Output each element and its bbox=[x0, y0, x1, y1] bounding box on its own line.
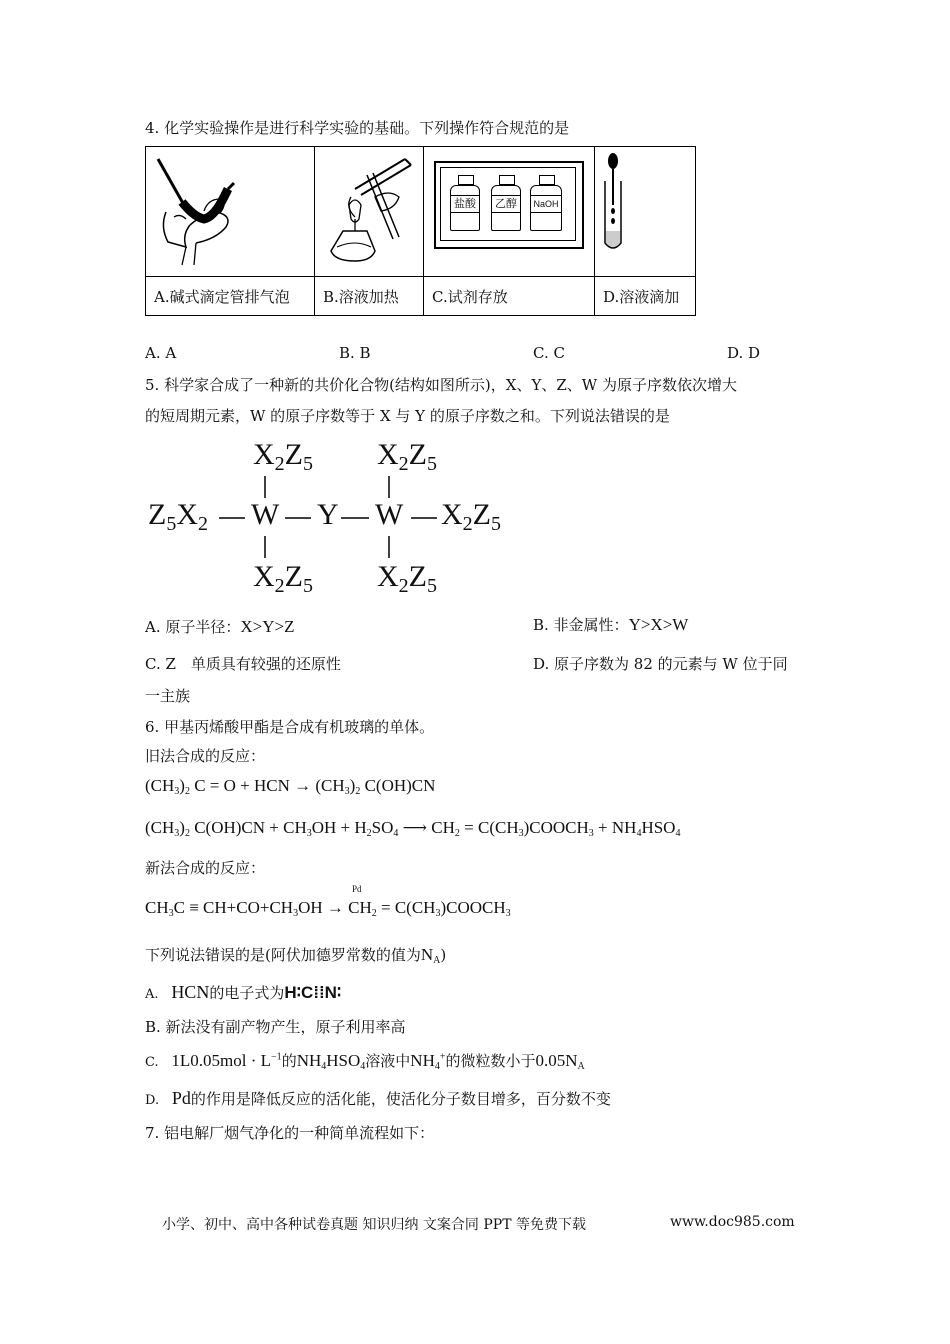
q6-new-label: 新法合成的反应： bbox=[145, 859, 266, 877]
footer-left: 小学、初中、高中各种试卷真题 知识归纳 文案合同 PPT 等免费下载 bbox=[162, 1217, 586, 1233]
atom-w-right: W bbox=[375, 498, 404, 531]
q5-option-b: B. 非金属性：Y>X>W bbox=[533, 615, 689, 634]
q7-stem: 7. 铝电解厂烟气净化的一种简单流程如下： bbox=[145, 1124, 435, 1142]
q6-option-b: B. 新法没有副产物产生，原子利用率高 bbox=[145, 1018, 406, 1036]
q4-choice-b: B. B bbox=[339, 344, 371, 362]
q6-old-label: 旧法合成的反应： bbox=[145, 747, 266, 765]
atom-y: Y bbox=[317, 498, 339, 531]
group-left: $Z_5X_2$ bbox=[148, 498, 208, 535]
figure-dropper bbox=[595, 147, 696, 277]
group-bottom-left: $X_2Z_5$ bbox=[253, 560, 313, 597]
bottle-label: 盐酸 bbox=[450, 195, 480, 213]
bottle-label: 乙醇 bbox=[491, 195, 521, 213]
group-top-left: $X_2Z_5$ bbox=[253, 438, 313, 475]
q5-option-d-line1: D. 原子序数为 82 的元素与 W 位于同 bbox=[533, 655, 788, 673]
group-right: $X_2Z_5$ bbox=[441, 498, 501, 535]
figure-heating bbox=[315, 147, 424, 277]
figure-burette-bubble bbox=[146, 147, 315, 277]
catalyst-label: Pd bbox=[352, 884, 362, 894]
q5-option-a: A. 原子半径：X>Y>Z bbox=[145, 617, 295, 636]
q4-choice-c: C. C bbox=[533, 344, 565, 362]
new-reaction: $CH_3C \equiv CH+CO+CH_3OH \to CH_2$ = $C(CH_3)COOCH_3$ bbox=[145, 898, 511, 919]
q6-option-d: D. Pd的作用是降低反应的活化能，使活化分子数目增多，百分数不变 bbox=[145, 1088, 611, 1108]
bottle-naoh bbox=[530, 175, 562, 231]
electron-formula: H∶C⁞⁞N∶ bbox=[284, 983, 342, 1002]
q5-structure bbox=[145, 432, 525, 602]
q4-stem: 4. 化学实验操作是进行科学实验的基础。下列操作符合规范的是 bbox=[145, 119, 570, 137]
q6-option-c: C. $1L0.05mol \cdot L^{-1}$的$NH_4HSO_4$溶液中$NH_4^+$的微粒数小于$0.05N_A$ bbox=[145, 1051, 585, 1072]
old-reaction-2: $(CH_3)_2$ $C(OH)CN + CH_3OH + H_2SO_4$ ⟶ $CH_2$ = $C(CH_3)COOCH_3 + NH_4HSO_4$ bbox=[145, 818, 681, 839]
burette-hand-icon bbox=[146, 147, 314, 272]
q4-caption-b: B.溶液加热 bbox=[315, 277, 424, 316]
bottle-ethanol bbox=[491, 175, 521, 231]
q6-stem: 6. 甲基丙烯酸甲酯是合成有机玻璃的单体。 bbox=[145, 718, 435, 736]
q5-stem-line2: 的短周期元素，W 的原子序数等于 X 与 Y 的原子序数之和。下列说法错误的是 bbox=[145, 407, 670, 425]
group-top-right: $X_2Z_5$ bbox=[377, 438, 437, 475]
q4-caption-a: A.碱式滴定管排气泡 bbox=[146, 277, 315, 316]
q4-caption-d: D.溶液滴加 bbox=[595, 277, 696, 316]
q4-caption-c: C.试剂存放 bbox=[424, 277, 595, 316]
old-reaction-1: $(CH_3)_2$ C = O + HCN → $(CH_3)_2$ C(OH)CN bbox=[145, 776, 436, 797]
q4-table bbox=[145, 146, 696, 316]
q5-option-c: C. Z 单质具有较强的还原性 bbox=[145, 655, 341, 673]
figure-reagent-storage bbox=[424, 147, 595, 277]
q5-option-d-line2: 一主族 bbox=[145, 687, 191, 705]
dropper-tube-icon bbox=[595, 147, 695, 272]
q5-stem-line1: 5. 科学家合成了一种新的共价化合物(结构如图所示)，X、Y、Z、W 为原子序数依次增大 bbox=[145, 376, 737, 394]
footer-link[interactable]: www.doc985.com bbox=[670, 1214, 795, 1230]
q4-choice-d: D. D bbox=[727, 344, 761, 362]
q6-option-a: A. HCN的电子式为H∶C⁞⁞N∶ bbox=[145, 982, 342, 1002]
atom-w-left: W bbox=[251, 498, 280, 531]
group-bottom-right: $X_2Z_5$ bbox=[377, 560, 437, 597]
q4-choice-a: A. A bbox=[145, 344, 177, 362]
bottle-label: NaOH bbox=[530, 195, 562, 213]
bottle-hcl bbox=[450, 175, 480, 231]
alcohol-lamp-icon bbox=[315, 147, 423, 272]
q6-question: 下列说法错误的是(阿伏加德罗常数的值为$N_A$) bbox=[145, 945, 447, 966]
